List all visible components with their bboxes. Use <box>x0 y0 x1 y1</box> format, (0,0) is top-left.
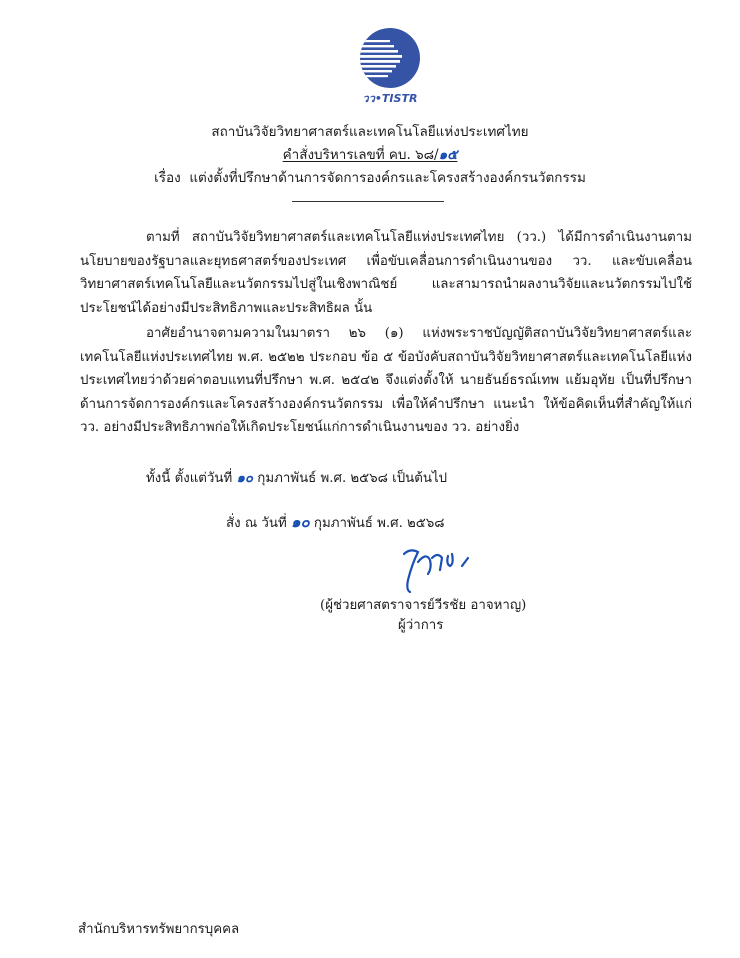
ordered-date-line <box>226 510 445 534</box>
order-number-handwritten: ๑๕ <box>438 147 458 163</box>
paragraph-1 <box>80 226 692 320</box>
ordered-day: ๑๐ <box>290 513 310 531</box>
subject-text: แต่งตั้งที่ปรึกษาด้านการจัดการองค์กรและโครงสร้างองค์กรนวัตกรรม <box>189 170 586 186</box>
institute-name: สถาบันวิจัยวิทยาศาสตร์และเทคโนโลยีแห่งประเทศไทย <box>211 124 529 140</box>
footer-department: สำนักบริหารทรัพยากรบุคคล <box>78 922 240 937</box>
header-divider <box>292 201 444 202</box>
effective-day: ๑๐ <box>236 471 254 486</box>
ordered-prefix: สั่ง ณ วันที่ <box>226 516 287 531</box>
order-prefix: คำสั่งบริหารเลขที่ คบ. ๖๘/ <box>282 147 439 163</box>
subject-line <box>0 166 740 188</box>
svg-text:วว•TISTR: วว•TISTR <box>362 92 418 105</box>
signatory-position: ผู้ว่าการ <box>398 618 444 633</box>
order-number <box>0 143 740 165</box>
signatory-name: (ผู้ช่วยศาสตราจารย์วีรชัย อาจหาญ) <box>320 598 527 613</box>
subject-label: เรื่อง <box>154 170 181 186</box>
ordered-suffix: กุมภาพันธ์ พ.ศ. ๒๕๖๘ <box>313 516 445 531</box>
paragraph-2-text: อาศัยอำนาจตามความในมาตรา ๒๖ (๑) แห่งพระราชบัญญัติสถาบันวิจัยวิทยาศาสตร์และเทคโนโลยีแห่งประเทศไทย พ.ศ. ๒๕๒๒ ประกอบ ข้อ ๕ ข้อบังคับสถาบันวิจัยวิทยาศาสตร์และเทคโนโลยีแห่งประเทศไทยว่าด้วยค่าตอบแทนที่ปรึกษา พ.ศ. ๒๕๔๒ จึงแต่งตั้งให้ นายธันย์ธรณ์เทพ แย้มอุทัย เป็นที่ปรึกษาด้านการจัดการองค์กรและโครงสร้างองค์กรนวัตกรรม เพื่อให้คำปรึกษา แนะนำ ให้ข้อคิดเห็นที่สำคัญให้แก่ วว. อย่างมีประสิทธิภาพก่อให้เกิดประโยชน์แก่การดำเนินงานของ วว. อย่างยิ่ง <box>80 326 692 435</box>
paragraph-1-text: ตามที่ สถาบันวิจัยวิทยาศาสตร์และเทคโนโลยีแห่งประเทศไทย (วว.) ได้มีการดำเนินงานตามนโยบายของรัฐบาลและยุทธศาสตร์ของประเทศ เพื่อขับเคลื่อนการดำเนินงานของ วว. และขับเคลื่อนวิทยาศาสตร์เทคโนโลยีและนวัตกรรมไปสู่ในเชิงพาณิชย์ และสามารถนำผลงานวิจัยและนวัตกรรมไปใช้ประโยชน์ได้อย่างมีประสิทธิภาพและประสิทธิผล นั้น <box>80 230 692 316</box>
effective-suffix: กุมภาพันธ์ พ.ศ. ๒๕๖๘ เป็นต้นไป <box>257 471 448 486</box>
effective-prefix: ทั้งนี้ ตั้งแต่วันที่ <box>146 471 233 486</box>
paragraph-2 <box>80 322 692 440</box>
handwritten-signature <box>396 540 476 596</box>
tistr-logo <box>342 26 438 108</box>
effective-date-line <box>146 467 447 488</box>
